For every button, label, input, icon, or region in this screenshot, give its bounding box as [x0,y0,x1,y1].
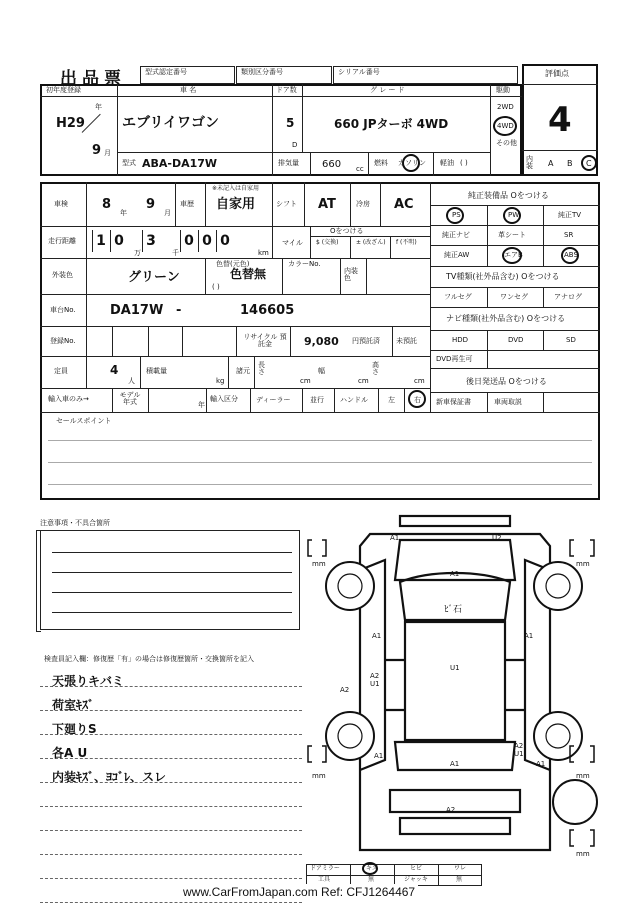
note-line [40,806,302,807]
note-line [40,902,302,903]
fuel-gas-circle [402,154,420,172]
mark: A1 [524,632,534,640]
inspector-note: 各A U [52,746,88,760]
inspector-note: 荷室ｷｽﾞ [52,698,95,712]
mark: A2 [340,686,350,694]
inspector-label: 検査員記入欄：修復歴「有」の場合は修復歴箇所・交換箇所を記入 [44,655,254,663]
mileage-digit: 0 [198,230,215,252]
mm-label: mm [576,772,590,780]
mark: A1 [536,760,546,768]
mark: A1 [390,534,400,542]
mark: A1 [372,632,382,640]
inspector-note: 下廻りS [52,722,97,736]
interior-c-circle [581,155,597,171]
grade-value: 660 JPターボ 4WD [334,117,449,131]
rating-label: 評価点 [545,69,569,78]
mark: A2 U1 [370,672,380,688]
ac-value: AC [394,197,414,212]
mark: U2 [492,534,502,542]
note-line [40,854,302,855]
inspector-note: 天張りキバミ [52,674,125,688]
category-box: 類別区分番号 [236,66,332,84]
model-value: ABA-DA17W [142,157,218,170]
mileage-digit: 0 [216,230,233,252]
history-value: 自家用 [216,197,256,212]
abs-circle [561,247,579,264]
interior-grade-label: 内装 [526,155,533,170]
airbag-circle [502,247,522,264]
drive-2wd: 2WD [497,103,514,111]
drive-4wd-circle [493,116,517,136]
mark: A1 [374,752,384,760]
inspector-note: 内装ｷｽﾞ、ﾖｺﾞﾚ、スレ [52,770,167,784]
mileage-digit: 1 [92,230,109,252]
interior-b: B [567,159,573,168]
ps-circle [446,207,464,224]
mm-label: mm [312,560,326,568]
car-name: エブリイワゴン [122,115,220,131]
mirror-scratch-circle [362,862,378,875]
chassis-number: 146605 [240,303,295,318]
shift-value: AT [318,197,336,212]
mileage-digit: 0 [110,230,127,252]
handle-right-circle [408,390,426,408]
rating-value: 4 [548,100,572,140]
caution-label: 注意事項・不具合箇所 [40,519,110,527]
note-line [40,878,302,879]
watermark: www.CarFromJapan.com Ref: CFJ1264467 [180,884,418,900]
mm-label: mm [576,850,590,858]
inspection-month: 9 [146,197,156,212]
note-line [40,830,302,831]
mark: A1 [450,760,460,768]
color-value: グリーン [128,270,180,285]
serial-box: シリアル番号 [333,66,518,84]
recolor-value: 色替無 [230,267,267,281]
recycle-value: 9,080 [304,335,339,348]
doors-value: 5 [286,116,295,130]
inspection-year: 8 [102,197,112,212]
page-title: 出品票 [60,69,126,89]
first-reg-month: 9 [92,143,102,158]
mm-label: mm [576,560,590,568]
sales-point-label: セールスポイント [56,417,112,425]
mileage-digit: 0 [180,230,197,252]
mark: A1 [450,570,460,578]
displacement-value: 660 [322,159,342,170]
mm-label: mm [312,772,326,780]
mark: ﾋﾞ石 [444,605,463,615]
mark: A2 [446,806,456,814]
first-reg-era: H29 [56,116,85,131]
chassis-prefix: DA17W [110,303,164,318]
interior-a: A [548,159,554,168]
car-diagram [300,510,610,890]
mark: U1 [450,664,460,672]
mark: A2 U1 [514,742,524,758]
capacity-value: 4 [110,363,119,377]
drive-4wd: 4WD [497,122,514,130]
type-cert-box: 型式認定番号 [140,66,235,84]
interior-c: C [586,159,592,168]
pw-circle [503,207,521,224]
mileage-digit: 3 [142,230,159,252]
